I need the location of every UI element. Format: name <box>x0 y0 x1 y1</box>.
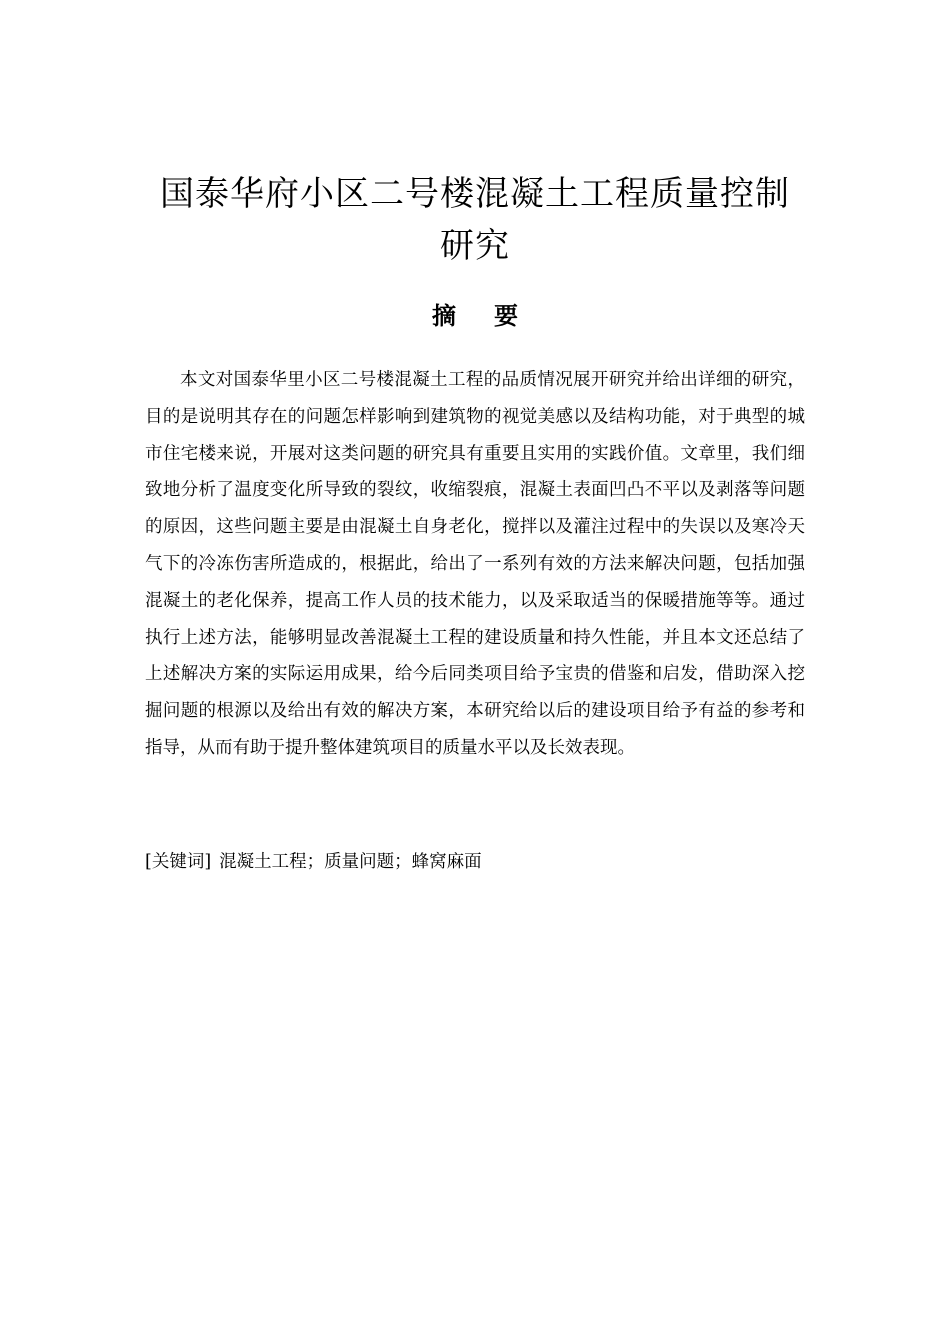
keywords-line <box>145 846 805 878</box>
keywords-text: 混凝土工程；质量问题；蜂窝麻面 <box>219 852 482 872</box>
keywords-label: [关键词] <box>145 852 212 872</box>
abstract-heading: 摘要 <box>432 302 556 330</box>
abstract-body: 本文对国泰华里小区二号楼混凝土工程的品质情况展开研究并给出详细的研究，目的是说明其存在的问题怎样影响到建筑物的视觉美感以及结构功能，对于典型的城市住宅楼来说，开展对这类问题的研究具有重要且实用的实践价值。文章里，我们细致地分析了温度变化所导致的裂纹，收缩裂痕，混凝土表面凹凸不平以及剥落等问题的原因，这些问题主要是由混凝土自身老化，搅拌以及灌注过程中的失误以及寒冷天气下的冷冻伤害所造成的，根据此，给出了一系列有效的方法来解决问题，包括加强混凝土的老化保养，提高工作人员的技术能力，以及采取适当的保暖措施等等。通过执行上述方法，能够明显改善混凝土工程的建设质量和持久性能，并且本文还总结了上述解决方案的实际运用成果，给今后同类项目给予宝贵的借鉴和启发，借助深入挖掘问题的根源以及给出有效的解决方案，本研究给以后的建设项目给予有益的参考和指导，从而有助于提升整体建筑项目的质量水平以及长效表现。 <box>145 370 805 758</box>
document-title: 国泰华府小区二号楼混凝土工程质量控制研究 <box>160 174 790 266</box>
